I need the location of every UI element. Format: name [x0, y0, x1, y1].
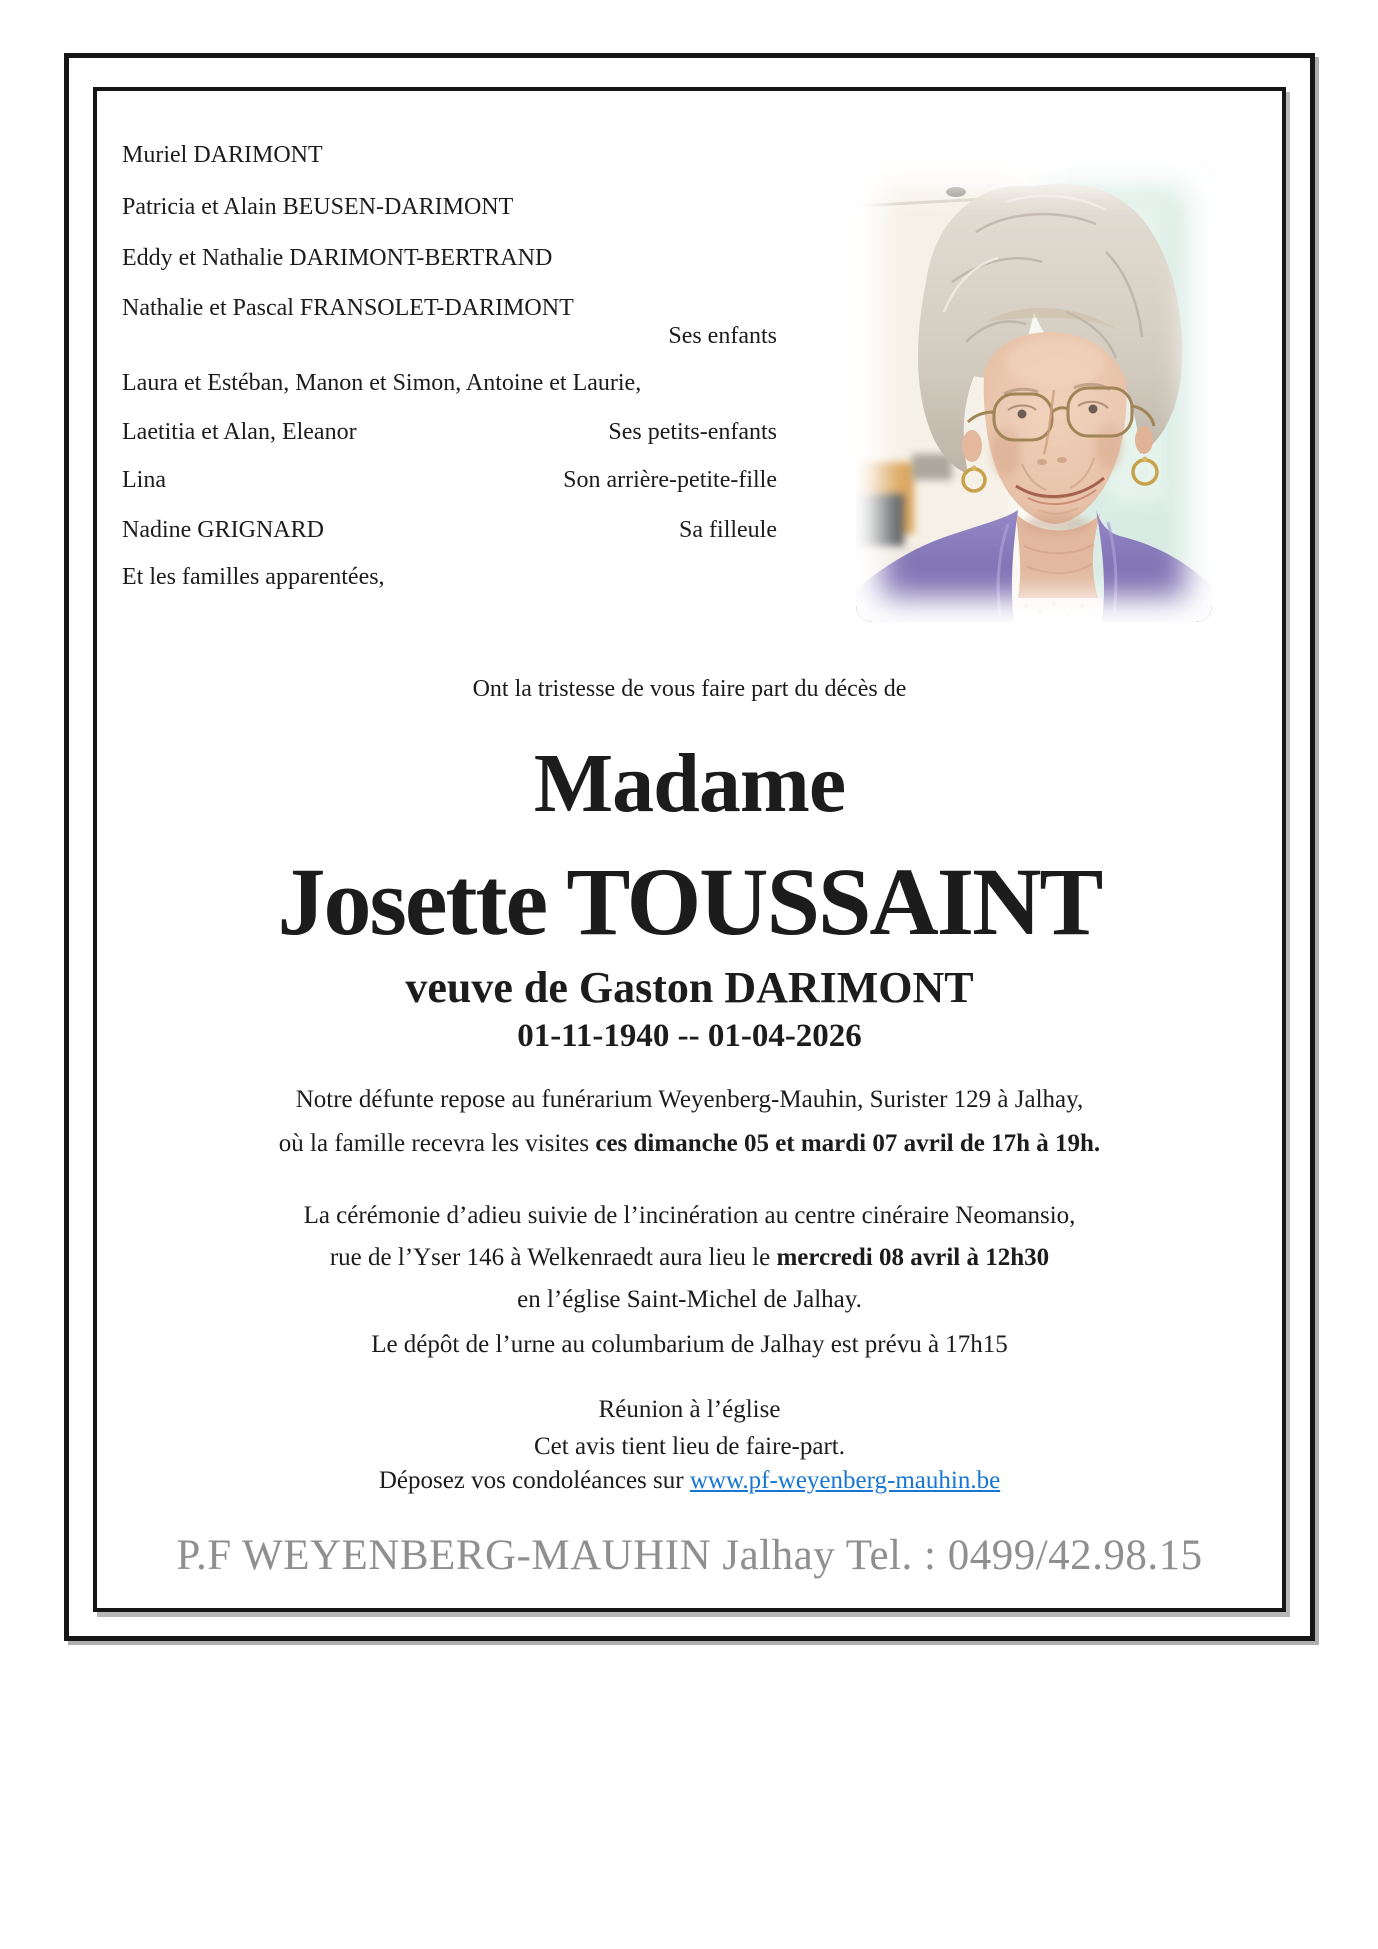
- cardigan-right: [1096, 510, 1212, 622]
- eyes: [1008, 402, 1108, 419]
- ceremony-paragraph: [97, 1195, 1282, 1321]
- family-row: [122, 368, 777, 398]
- family-row: [122, 321, 777, 351]
- intro-line: Ont la tristesse de vous faire part du décès de: [472, 676, 907, 702]
- funeral-home-footer: P.F WEYENBERG-MAUHIN Jalhay Tel. : 0499/42.98.15: [176, 1532, 1203, 1579]
- family-row: [122, 465, 777, 495]
- widow-line: veuve de Gaston DARIMONT: [405, 963, 974, 1012]
- family-row: [122, 243, 777, 273]
- relation-label: Sa filleule: [679, 517, 777, 543]
- photo-background: [856, 162, 1212, 622]
- smile: [1018, 480, 1102, 498]
- relation-label: Son arrière-petite-fille: [563, 467, 777, 493]
- ceremony-line-2: rue de l’Yser 146 à Welkenraedt aura lieu le mercredi 08 avril à 12h30: [329, 1244, 1050, 1271]
- lace-top: [1014, 598, 1102, 622]
- meeting-line: Réunion à l’église: [598, 1396, 781, 1423]
- family-member-names: Muriel DARIMONT: [122, 142, 323, 168]
- portrait-photo: [856, 162, 1212, 622]
- family-member-names: Lina: [122, 467, 166, 493]
- visitation-line-1: Notre défunte repose au funérarium Weyenberg-Mauhin, Surister 129 à Jalhay,: [295, 1086, 1084, 1113]
- condolences-link[interactable]: www.pf-weyenberg-mauhin.be: [689, 1467, 1001, 1494]
- visitation-line-2: où la famille recevra les visites ces dimanche 05 et mardi 07 avril de 17h à 19h.: [278, 1130, 1101, 1157]
- family-member-names: Et les familles apparentées,: [122, 564, 385, 590]
- relation-label: Ses petits-enfants: [608, 419, 777, 445]
- family-member-names: Nathalie et Pascal FRANSOLET-DARIMONT: [122, 295, 574, 321]
- ceremony-line-1: La cérémonie d’adieu suivie de l’incinération au centre cinéraire Neomansio,: [303, 1202, 1076, 1229]
- hoop-earrings: [963, 460, 1157, 491]
- notice-line: Cet avis tient lieu de faire-part.: [534, 1433, 845, 1460]
- deceased-name: Josette TOUSSAINT: [277, 848, 1102, 955]
- neck: [1016, 514, 1100, 598]
- family-member-names: Patricia et Alain BEUSEN-DARIMONT: [122, 194, 514, 220]
- family-row: [122, 140, 777, 170]
- family-member-names: Laura et Estéban, Manon et Simon, Antoine et Laurie,: [122, 370, 642, 396]
- family-member-names: Laetitia et Alan, Eleanor: [122, 419, 357, 445]
- portrait-illustration: [856, 162, 1212, 622]
- ceremony-line-3: en l’église Saint-Michel de Jalhay.: [517, 1286, 862, 1313]
- face: [984, 332, 1127, 524]
- inner-border-frame: [93, 87, 1286, 1612]
- condolences-line: [97, 1466, 1282, 1496]
- relation-label: Ses enfants: [668, 323, 777, 349]
- background-furniture: [856, 462, 914, 534]
- life-dates: 01-11-1940 -- 01-04-2026: [517, 1018, 862, 1054]
- condolences-text: Déposez vos condoléances sur: [378, 1467, 690, 1494]
- outer-border-frame: [64, 53, 1315, 1641]
- family-row: [122, 192, 777, 222]
- hair: [918, 184, 1182, 474]
- glasses: [968, 388, 1154, 440]
- family-row: [122, 515, 777, 545]
- visitation-schedule-bold: ces dimanche 05 et mardi 07 avril de 17h à 19h.: [595, 1130, 1101, 1157]
- family-member-names: Nadine GRIGNARD: [122, 517, 324, 543]
- obituary-content: [97, 91, 1282, 1608]
- cardigan-left: [856, 510, 1018, 622]
- family-row: [122, 417, 777, 447]
- family-row: [122, 293, 777, 323]
- family-member-names: Eddy et Nathalie DARIMONT-BERTRAND: [122, 245, 553, 271]
- ceremony-datetime-bold: mercredi 08 avril à 12h30: [776, 1244, 1050, 1271]
- title-madame: Madame: [533, 737, 846, 830]
- family-row: [122, 562, 777, 592]
- visitation-paragraph: [97, 1078, 1282, 1166]
- urn-line: Le dépôt de l’urne au columbarium de Jalhay est prévu à 17h15: [371, 1331, 1008, 1358]
